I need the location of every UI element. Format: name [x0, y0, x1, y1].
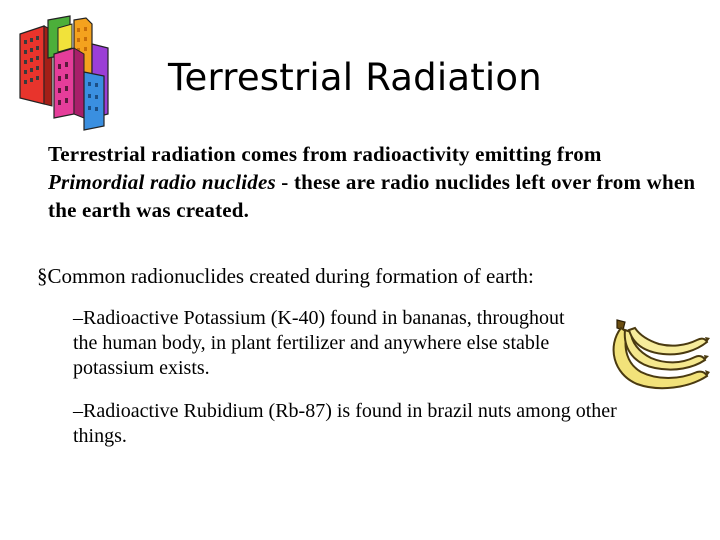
sub-item-text: Radioactive Potassium (K-40) found in bananas, throughout the human body, in plant fertilizer and anywhere else stable potassium exists. — [73, 307, 565, 379]
bananas-image — [601, 316, 711, 394]
intro-paragraph — [48, 140, 698, 224]
slide-title: Terrestrial Radiation — [168, 56, 542, 99]
sub-item-potassium — [73, 306, 573, 381]
intro-text-end: - these are radio nuclides left over from when the earth was created. — [48, 170, 696, 222]
bullet-text: Common radionuclides created during formation of earth: — [47, 264, 534, 288]
sub-item-rubidium — [73, 399, 633, 449]
city-buildings-image — [14, 14, 110, 132]
bullet-marker: § — [37, 264, 48, 288]
sub-item-dash: – — [73, 400, 83, 422]
sub-item-dash: – — [73, 307, 83, 329]
sub-item-text: Radioactive Rubidium (Rb-87) is found in brazil nuts among other things. — [73, 400, 617, 447]
intro-emphasis: Primordial radio nuclides — [48, 170, 276, 194]
bullet-item — [37, 262, 687, 290]
intro-text-start: Terrestrial radiation comes from radioactivity emitting from — [48, 142, 602, 166]
